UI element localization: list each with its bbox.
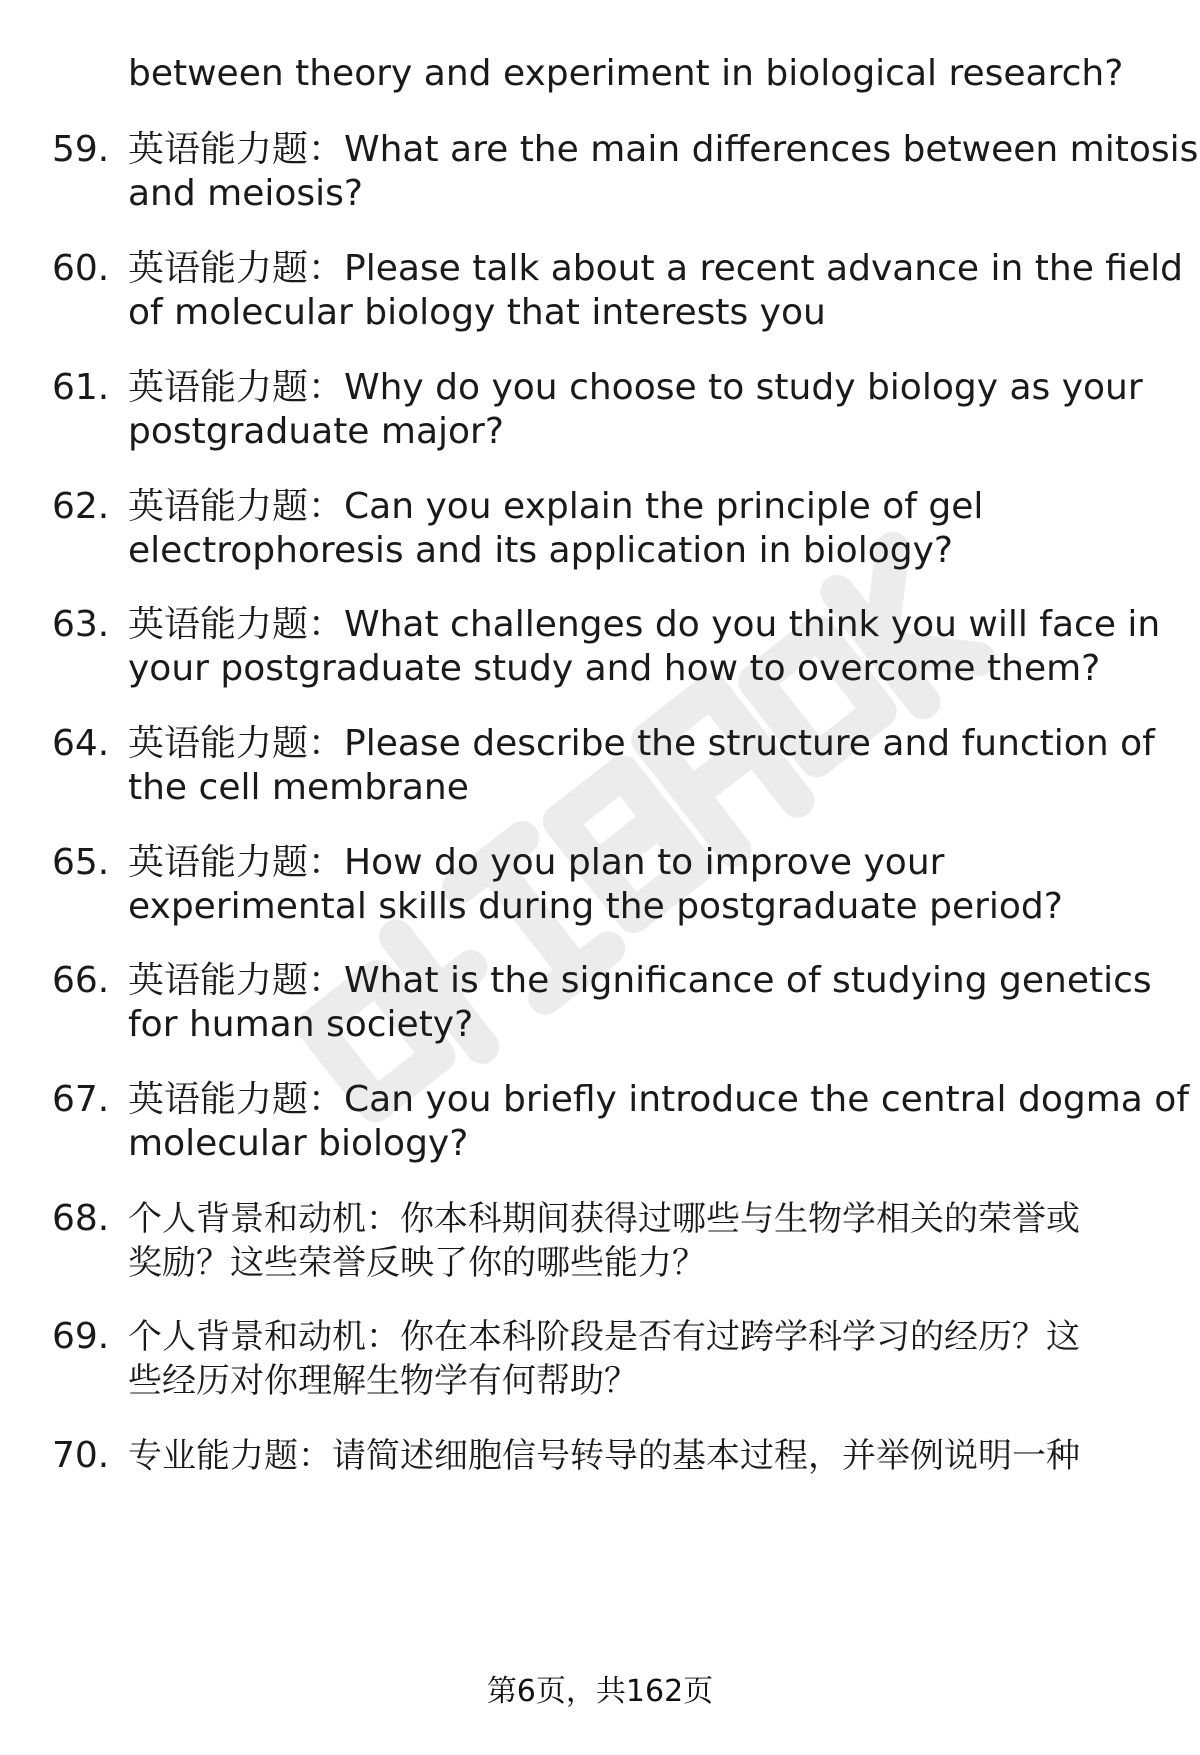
item-line: 英语能力题：Why do you choose to study biology as your xyxy=(128,367,1143,408)
item-line: your postgraduate study and how to overcome them? xyxy=(128,648,1101,689)
item-line: 英语能力题：Please talk about a recent advance in the field xyxy=(128,248,1183,289)
item-line: molecular biology? xyxy=(128,1123,469,1164)
item-number: 69. xyxy=(52,1316,110,1357)
item-number: 60. xyxy=(52,248,110,289)
item-line: 英语能力题：What is the significance of studying genetics xyxy=(128,960,1152,1001)
item-number: 63. xyxy=(52,604,110,645)
item-line: 英语能力题：What challenges do you think you will face in xyxy=(128,604,1161,645)
item-number: 70. xyxy=(52,1435,110,1476)
item-line: 些经历对你理解生物学有何帮助？ xyxy=(128,1361,638,1401)
item-number: 67. xyxy=(52,1079,110,1120)
item-line: postgraduate major? xyxy=(128,411,504,452)
item-line: 专业能力题：请简述细胞信号转导的基本过程，并举例说明一种 xyxy=(128,1436,1080,1476)
item-number: 65. xyxy=(52,842,110,883)
item-number: 66. xyxy=(52,960,110,1001)
item-line: experimental skills during the postgraduate period? xyxy=(128,886,1063,927)
item-line: 个人背景和动机：你本科期间获得过哪些与生物学相关的荣誉或 xyxy=(128,1199,1080,1239)
item-line: for human society? xyxy=(128,1004,474,1045)
item-line: and meiosis? xyxy=(128,173,364,214)
item-line: the cell membrane xyxy=(128,767,469,808)
item-line: electrophoresis and its application in biology? xyxy=(128,530,953,571)
item-number: 68. xyxy=(52,1198,110,1239)
item-number: 59. xyxy=(52,129,110,170)
page-footer: 第6页，共162页 xyxy=(486,1674,714,1709)
item-line: 英语能力题：Can you explain the principle of gel xyxy=(128,486,984,527)
item-line: of molecular biology that interests you xyxy=(128,292,826,333)
item-line: 英语能力题：How do you plan to improve your xyxy=(128,842,945,883)
item-line: 英语能力题：What are the main differences between mitosis xyxy=(128,129,1199,170)
item-number: 61. xyxy=(52,367,110,408)
item-number: 64. xyxy=(52,723,110,764)
item-line: 奖励？这些荣誉反映了你的哪些能力？ xyxy=(128,1243,706,1283)
item-number: 62. xyxy=(52,486,110,527)
item-line: 个人背景和动机：你在本科阶段是否有过跨学科学习的经历？这 xyxy=(128,1317,1080,1357)
continuation-line: between theory and experiment in biological research? xyxy=(128,53,1124,94)
item-line: 英语能力题：Please describe the structure and function of xyxy=(128,723,1155,764)
item-line: 英语能力题：Can you briefly introduce the central dogma of xyxy=(128,1079,1189,1120)
